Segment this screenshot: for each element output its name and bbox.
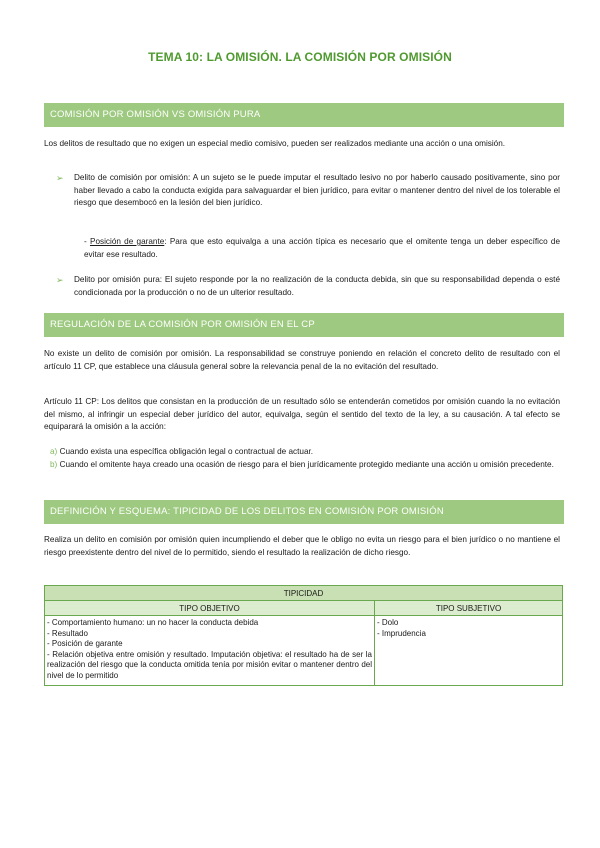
sub-text: : Para que esto equivalga a una acción típica es necesario que el omitente tenga un deber específico de evitar ese resultado. (84, 237, 560, 259)
list-item: - Resultado (47, 628, 88, 638)
list-item: - Imprudencia (377, 628, 426, 638)
sub-prefix: - (84, 237, 90, 246)
paragraph-articulo-11: Artículo 11 CP: Los delitos que consistan en la producción de un resultado sólo se entenderán cometidos por omisión cuando la no evitación del mismo, al infringir un especial deber jurídico del autor, equivalga, según el sentido del texto de la ley, a su causación. A tal efecto se equiparará la omisión a la acción: (44, 397, 560, 432)
page-title: TEMA 10: LA OMISIÓN. LA COMISIÓN POR OMISIÓN (148, 50, 452, 64)
list-item-a (50, 446, 560, 459)
bullet-text: Delito de comisión por omisión: A un sujeto se le puede imputar el resultado lesivo no por haberlo causado positivamente, sino por haber llevado a cabo la conducta exigida para salvaguardar el bien jurídico, para evitar o mantener dentro del nivel de los tolerable el riesgo que desembocó en la lesión del bien jurídico. (74, 173, 560, 208)
paragraph-intro: Los delitos de resultado que no exigen un especial medio comisivo, pueden ser realizados mediante una acción o una omisión. (44, 139, 506, 148)
item-a-text: Cuando exista una específica obligación legal o contractual de actuar. (59, 447, 314, 456)
list-item: - Comportamiento humano: un no hacer la conducta debida (47, 618, 259, 627)
list-item: - Relación objetiva entre omisión y resultado. Imputación objetiva: el resultado ha de ser la realización del riesgo que la conducta omitida tenía por misión evitar o mantener dentro del nivel de lo permitido (47, 649, 372, 680)
bullet-text: Delito por omisión pura: El sujeto responde por la no realización de la conducta debida, sin que su responsabilidad dependa o esté condicionada por la producción o no de un ulterior resultado. (74, 275, 560, 297)
tipicidad-table (44, 585, 563, 686)
paragraph-definicion: Realiza un delito en comisión por omisión quien incumpliendo el deber que le obligo no evita un riesgo para el bien jurídico o no mantiene el riesgo preexistente dentro del nivel de lo permitido, siendo el resultado la realización de dicho riesgo. (44, 535, 560, 557)
table-header: TIPICIDAD (45, 586, 563, 601)
section-heading-definicion: DEFINICIÓN Y ESQUEMA: TIPICIDAD DE LOS DELITOS EN COMISIÓN POR OMISIÓN (44, 500, 564, 524)
column-header-subjetivo: TIPO SUBJETIVO (375, 601, 563, 616)
column-header-objetivo: TIPO OBJETIVO (45, 601, 375, 616)
list-item-b (50, 459, 560, 472)
bullet-comision-por-omision (56, 172, 560, 210)
arrow-bullet-icon: ➢ (56, 275, 64, 285)
list-item: - Dolo (377, 618, 399, 627)
cell-tipo-subjetivo (375, 616, 563, 686)
bullet-omision-pura (56, 274, 560, 299)
paragraph-regulacion: No existe un delito de comisión por omisión. La responsabilidad se construye poniendo en relación el concreto delito de resultado con el artículo 11 CP, que establece una cláusula general sobre la relevancia penal de la no evitación del resultado. (44, 349, 560, 371)
list-item: - Posición de garante (47, 639, 123, 648)
arrow-bullet-icon: ➢ (56, 173, 64, 183)
letter-a: a) (50, 447, 58, 456)
term-posicion-garante: Posición de garante (89, 237, 165, 246)
letter-b: b) (50, 460, 58, 469)
section-heading-regulacion: REGULACIÓN DE LA COMISIÓN POR OMISIÓN EN EL CP (44, 313, 564, 337)
section-heading-comision-vs-omision: COMISIÓN POR OMISIÓN VS OMISIÓN PURA (44, 103, 564, 127)
cell-tipo-objetivo (45, 616, 375, 686)
sub-item-posicion-garante (84, 236, 560, 261)
item-b-text: Cuando el omitente haya creado una ocasión de riesgo para el bien jurídicamente protegido mediante una acción u omisión precedente. (59, 460, 554, 469)
